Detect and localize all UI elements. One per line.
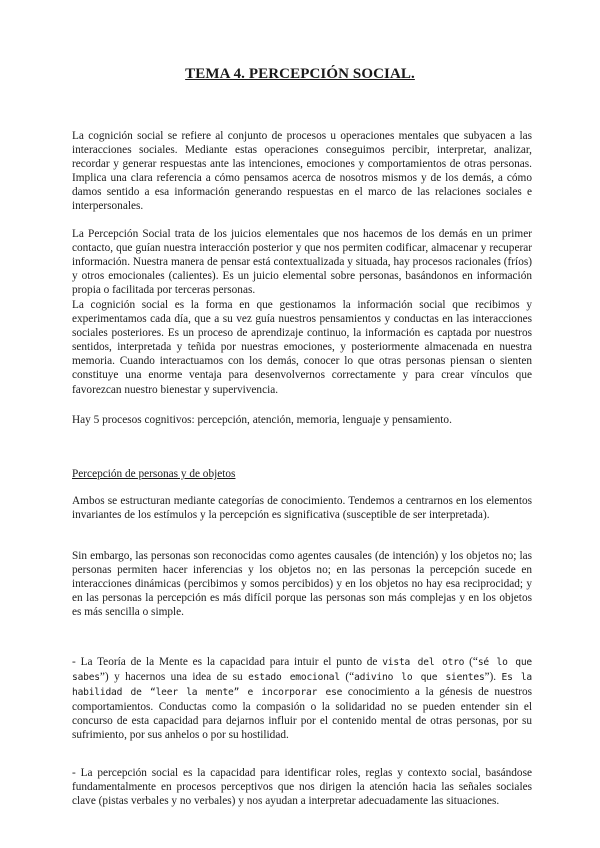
section-heading: Percepción de personas y de objetos [72, 468, 236, 480]
paragraph-procesos-cognitivos: Hay 5 procesos cognitivos: percepción, atención, memoria, lenguaje y pensamiento. [72, 414, 452, 426]
paragraph-percepcion-roles: - La percepción social es la capacidad para identificar roles, reglas y contexto social, basándose fundamentalmente en procesos perceptivos que nos dirigen la atención hacia las señales sociales clave (pistas verbales y no verbales) y nos ayudan a interpretar adecuadamente las situaciones. [72, 767, 532, 808]
handwritten-phrase-4: adivino lo que sientes [354, 672, 485, 684]
paragraph-percepcion-social: La Percepción Social trata de los juicios elementales que nos hacemos de los demás en un primer contacto, que guían nuestra interacción posterior y que nos permiten codificar, almacenar y recuperar información. Nuestra manera de pensar está contextualizada y situada, hay procesos racionales (fríos) y otros emocionales (calientes). Es un juicio elemental sobre personas, basándonos en información propia o facilitada por terceras personas. [72, 228, 532, 297]
handwritten-phrase-5: Es la habilidad de “leer la mente” e incorporar ese [72, 672, 532, 699]
handwritten-phrase-1: vista del otro [382, 657, 465, 668]
theory-text-5: ”). [484, 671, 502, 684]
theory-text-3: ”) y hacernos una idea de su [99, 671, 249, 684]
paragraph-cognicion-social: La cognición social se refiere al conjunto de procesos u operaciones mentales que subyacen a las interacciones sociales. Mediante estas operaciones conseguimos percibir, interpretar, analizar, recordar y generar respuestas ante las intenciones, emociones y comportamientos de otras personas. Implica una clara referencia a cómo pensamos acerca de nosotros mismos y de los demás, a cómo damos sentido a esa información generando respuestas en el marco de las relaciones sociales e interpersonales. [72, 130, 532, 213]
theory-text-2: (“ [464, 656, 478, 668]
page-title: TEMA 4. PERCEPCIÓN SOCIAL. [185, 66, 415, 82]
paragraph-gestion-informacion: La cognición social es la forma en que gestionamos la información social que recibimos y experimentamos cada día, que a su vez guía nuestros pensamientos y conductas en las interacciones sociales posteriores. Es un proceso de aprendizaje continuo, la información es captada por nuestros sentidos, interpretada y teñida por nuestras emociones, y posteriormente almacenada en nuestra memoria. Cuando interactuamos con los demás, conocer lo que otras personas piensan o sienten constituye una enorme ventaja para desenvolvernos correctamente y para crear vínculos que favorezcan nuestro bienestar y supervivencia. [72, 299, 532, 396]
theory-text-6: conocimiento a la génesis de nuestros comportamientos. Conductas como la compasión o la solidaridad no se pueden entender sin el concurso de esta capacidad para dejarnos influir por el contenido mental de otras personas, por su sufrimiento, por sus anhelos o por su hostilidad. [72, 686, 533, 742]
theory-text-4: (“ [339, 671, 355, 684]
handwritten-phrase-2: sé lo que sabes [72, 657, 532, 684]
paragraph-categorias: Ambos se estructuran mediante categorías de conocimiento. Tendemos a centrarnos en los elementos invariantes de los estímulos y la percepción es significativa (susceptible de ser interpretada). [72, 495, 532, 522]
theory-text-1: - La Teoría de la Mente es la capacidad para intuir el punto de [72, 656, 383, 668]
handwritten-phrase-3: estado emocional [248, 672, 340, 684]
paragraph-teoria-mente [72, 655, 532, 743]
paragraph-personas-objetos: Sin embargo, las personas son reconocidas como agentes causales (de intención) y los objetos no; las personas permiten hacer inferencias y los objetos no; en las personas la percepción sucede en interacciones dinámicas (percibimos y somos percibidos) y en los objetos no hay esa reciprocidad; y en las personas la percepción es más difícil porque las personas son más complejas y en los objetos es más sencilla o simple. [72, 550, 532, 619]
